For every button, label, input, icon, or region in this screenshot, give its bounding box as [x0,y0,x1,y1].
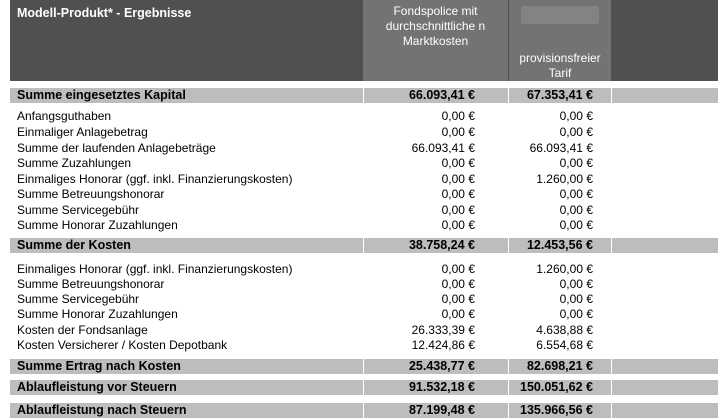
detail-label: Summe Honorar Zuzahlungen [17,307,178,321]
sum-value-provisionsfrei: 82.698,21 € [526,359,593,373]
detail-row [10,337,718,353]
detail-value-fondspolice: 0,00 € [441,109,475,123]
sum-row [10,403,718,418]
detail-value-provisionsfrei: 1.260,00 € [536,262,593,276]
sum-value-fondspolice: 91.532,18 € [408,380,475,394]
detail-label: Summe Betreuungshonorar [17,277,165,291]
detail-value-fondspolice: 0,00 € [441,262,475,276]
sum-row [10,359,718,374]
detail-label: Anfangsguthaben [17,109,112,123]
sum-label: Summe Ertrag nach Kosten [17,359,181,373]
detail-row [10,322,718,338]
header-column-fondspolice: Fondspolice mit durchschnittliche n Marktkosten [363,0,508,81]
detail-value-provisionsfrei: 0,00 € [559,292,593,306]
detail-row [10,124,718,140]
sum-value-provisionsfrei: 12.453,56 € [526,238,593,252]
sum-value-fondspolice: 66.093,41 € [408,88,475,102]
detail-label: Summe Servicegebühr [17,292,140,306]
header-column-provisionsfrei [509,0,611,81]
detail-value-fondspolice: 0,00 € [441,218,475,232]
detail-value-fondspolice: 66.093,41 € [411,141,475,155]
detail-value-provisionsfrei: 0,00 € [559,125,593,139]
header-title: Modell-Produkt* - Ergebnisse [17,6,192,20]
detail-label: Einmaliger Anlagebetrag [17,125,148,139]
detail-value-provisionsfrei: 0,00 € [559,187,593,201]
sum-row [10,238,718,253]
sum-value-fondspolice: 25.438,77 € [408,359,475,373]
detail-value-provisionsfrei: 0,00 € [559,156,593,170]
sum-value-provisionsfrei: 135.966,56 € [520,403,593,417]
detail-label: Summe Betreuungshonorar [17,187,165,201]
detail-row [10,108,718,124]
results-table-header [10,0,718,81]
blurred-logo [521,6,599,24]
detail-value-fondspolice: 0,00 € [441,172,475,186]
detail-label: Summe Zuzahlungen [17,156,132,170]
detail-value-provisionsfrei: 0,00 € [559,218,593,232]
detail-label: Kosten Versicherer / Kosten Depotbank [17,338,228,352]
sum-row [10,380,718,395]
sum-value-provisionsfrei: 67.353,41 € [526,88,593,102]
detail-row [10,155,718,171]
detail-value-fondspolice: 0,00 € [441,125,475,139]
detail-row [10,202,718,218]
detail-value-fondspolice: 0,00 € [441,292,475,306]
sum-value-fondspolice: 38.758,24 € [408,238,475,252]
detail-value-provisionsfrei: 0,00 € [559,109,593,123]
detail-row [10,261,718,277]
detail-row [10,306,718,322]
detail-row [10,171,718,187]
sum-label: Ablaufleistung nach Steuern [17,403,187,417]
sum-value-fondspolice: 87.199,48 € [408,403,475,417]
detail-value-fondspolice: 12.424,86 € [411,338,475,352]
detail-label: Summe Honorar Zuzahlungen [17,218,178,232]
sum-label: Ablaufleistung vor Steuern [17,380,177,394]
detail-label: Einmaliges Honorar (ggf. inkl. Finanzierungskosten) [17,262,293,276]
detail-value-fondspolice: 0,00 € [441,156,475,170]
sum-value-provisionsfrei: 150.051,62 € [520,380,593,394]
detail-row [10,276,718,292]
detail-value-provisionsfrei: 6.554,68 € [536,338,593,352]
detail-value-provisionsfrei: 0,00 € [559,277,593,291]
detail-value-provisionsfrei: 0,00 € [559,307,593,321]
sum-row [10,88,718,103]
detail-label: Summe der laufenden Anlagebeträge [17,141,216,155]
detail-value-fondspolice: 0,00 € [441,277,475,291]
detail-row [10,217,718,233]
detail-value-provisionsfrei: 0,00 € [559,203,593,217]
detail-value-fondspolice: 0,00 € [441,203,475,217]
detail-value-fondspolice: 0,00 € [441,307,475,321]
detail-value-provisionsfrei: 1.260,00 € [536,172,593,186]
detail-label: Summe Servicegebühr [17,203,140,217]
detail-value-provisionsfrei: 4.638,88 € [536,323,593,337]
detail-row [10,140,718,156]
header-column-empty [612,0,718,81]
sum-label: Summe eingesetztes Kapital [17,88,186,102]
detail-value-fondspolice: 26.333,39 € [411,323,475,337]
detail-label: Kosten der Fondsanlage [17,323,148,337]
detail-row [10,186,718,202]
detail-value-provisionsfrei: 66.093,41 € [529,141,593,155]
header-column-provisionsfrei-label: provisionsfreier Tarif [519,51,601,80]
detail-row [10,291,718,307]
detail-value-fondspolice: 0,00 € [441,187,475,201]
detail-label: Einmaliges Honorar (ggf. inkl. Finanzierungskosten) [17,172,293,186]
sum-label: Summe der Kosten [17,238,131,252]
